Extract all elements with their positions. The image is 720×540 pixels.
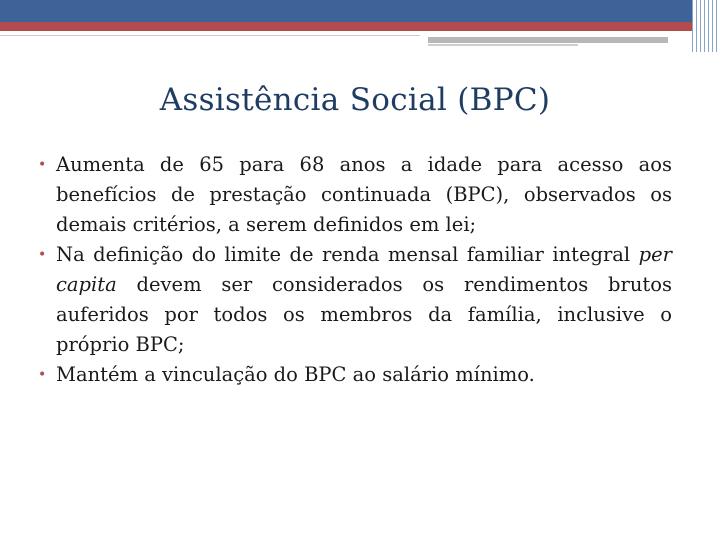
bullet-text: Aumenta de 65 para 68 anos a idade para acesso aos benefícios de prestação continuada (BPC), observados os demais critérios, a serem definidos em lei;: [56, 153, 672, 236]
slide-body: [32, 150, 672, 390]
bullet-icon: •: [38, 367, 47, 383]
bullet-item: [32, 150, 672, 240]
bullet-text: Mantém a vinculação do BPC ao salário mínimo.: [56, 363, 535, 386]
header-gray-thin-bar: [428, 44, 578, 46]
bullet-item: [32, 240, 672, 360]
slide-title: Assistência Social (BPC): [159, 82, 551, 118]
bullet-text-italic: per capita: [56, 243, 672, 296]
header-blue-bar: [0, 0, 720, 22]
header-stripe-decoration: [692, 0, 720, 52]
header-gray-bar: [428, 37, 668, 43]
bullet-text: devem ser considerados os rendimentos brutos auferidos por todos os membros da família, inclusive o próprio BPC;: [56, 273, 672, 356]
bullet-list: [32, 150, 672, 390]
header-red-bar: [0, 22, 720, 31]
bullet-icon: •: [38, 247, 47, 263]
bullet-item: [32, 360, 672, 390]
header-divider-line: [0, 35, 420, 36]
bullet-icon: •: [38, 157, 47, 173]
bullet-text: Na definição do limite de renda mensal familiar integral: [56, 243, 639, 266]
